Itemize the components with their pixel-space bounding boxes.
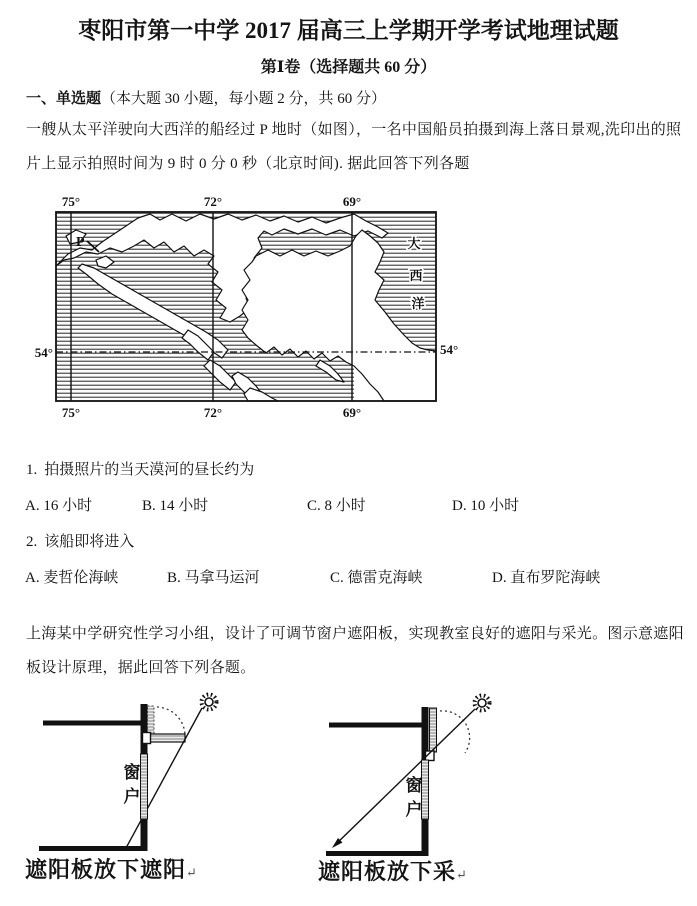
window-label-char: 户: [123, 787, 141, 806]
parallel-label-right: 54°: [440, 342, 459, 357]
rotation-arc: [440, 711, 470, 753]
option-2c: C. 德雷克海峡: [330, 570, 423, 586]
passage2-line1: 上海某中学研究性学习小组，设计了可调节窗户遮阳板，实现教室良好的遮阳与采光。图示意遮阳: [26, 626, 684, 642]
question-1-stem: 拍摄照片的当天漠河的昼长约为: [44, 462, 255, 478]
passage1-line2: 片上显示拍照时间为 9 时 0 分 0 秒（北京时间). 据此回答下列各题: [26, 156, 470, 172]
sun-icon: [475, 696, 490, 711]
sun-ray-line: [334, 709, 475, 846]
meridian-label-bottom: 75°: [61, 405, 81, 420]
sunshade-diagram-blocking: [25, 690, 245, 870]
shade-board-raised: [430, 708, 437, 752]
question-1-options: [0, 494, 697, 516]
section-label: 一、单选题: [26, 91, 102, 107]
option-1a: A. 16 小时: [25, 498, 93, 514]
atlantic-label-char: 西: [409, 268, 423, 283]
meridian-label-top: 75°: [61, 194, 81, 209]
question-1-number: 1.: [26, 462, 38, 478]
question-2-stem: 该船即将进入: [44, 534, 135, 550]
window-label-char: 户: [405, 800, 423, 819]
caption-right-text: 遮阳板放下采: [318, 859, 457, 884]
caption-left: [25, 853, 197, 884]
shade-board-raised-ghost: [148, 706, 155, 733]
window-label-char: 窗: [123, 763, 141, 782]
window-label-char: 窗: [405, 776, 423, 795]
meridian-label-top: 69°: [342, 194, 362, 209]
exam-part-heading: 第Ⅰ卷（选择题共 60 分）: [260, 59, 437, 76]
passage1-line1: 一艘从太平洋驶向大西洋的船经过 P 地时（如图），一名中国船员拍摄到海上落日景观,洗印出的照: [26, 122, 682, 138]
rotation-arc: [157, 707, 185, 736]
option-2a: A. 麦哲伦海峡: [25, 570, 119, 586]
question-1: [26, 458, 254, 479]
parallel-label-left: 54°: [34, 345, 53, 360]
section-heading: [26, 87, 386, 108]
atlantic-label-char: 洋: [411, 296, 425, 311]
page-title: 枣阳市第一中学 2017 届高三上学期开学考试地理试题: [78, 18, 619, 43]
meridian-label-bottom: 69°: [342, 405, 362, 420]
atlantic-label-char: 大: [407, 236, 421, 251]
section-note: （本大题 30 小题，每小题 2 分，共 60 分）: [101, 91, 387, 107]
sun-icon: [202, 695, 217, 710]
passage2-line2: 板设计原理，据此回答下列各题。: [26, 660, 256, 676]
meridian-label-bottom: 72°: [203, 405, 223, 420]
question-2: [26, 530, 134, 551]
meridian-label-top: 72°: [203, 194, 223, 209]
question-2-number: 2.: [26, 534, 38, 550]
shade-board-lowered: [148, 734, 185, 742]
shade-hinge: [143, 733, 151, 744]
option-2b: B. 马拿马运河: [167, 570, 260, 586]
window-pane: [141, 754, 148, 819]
point-p-label: P: [76, 235, 85, 250]
window-pane: [422, 760, 429, 819]
option-1d: D. 10 小时: [452, 498, 520, 514]
caption-left-text: 遮阳板放下遮阳: [25, 857, 187, 882]
sunshade-diagram-lighting: [315, 690, 535, 870]
option-2d: D. 直布罗陀海峡: [492, 570, 601, 586]
question-2-options: [0, 566, 697, 588]
option-1b: B. 14 小时: [142, 498, 209, 514]
return-mark: ↵: [186, 865, 197, 880]
option-1c: C. 8 小时: [307, 498, 366, 514]
map-figure: [20, 188, 470, 428]
caption-right: [318, 855, 467, 886]
return-mark: ↵: [456, 867, 467, 882]
